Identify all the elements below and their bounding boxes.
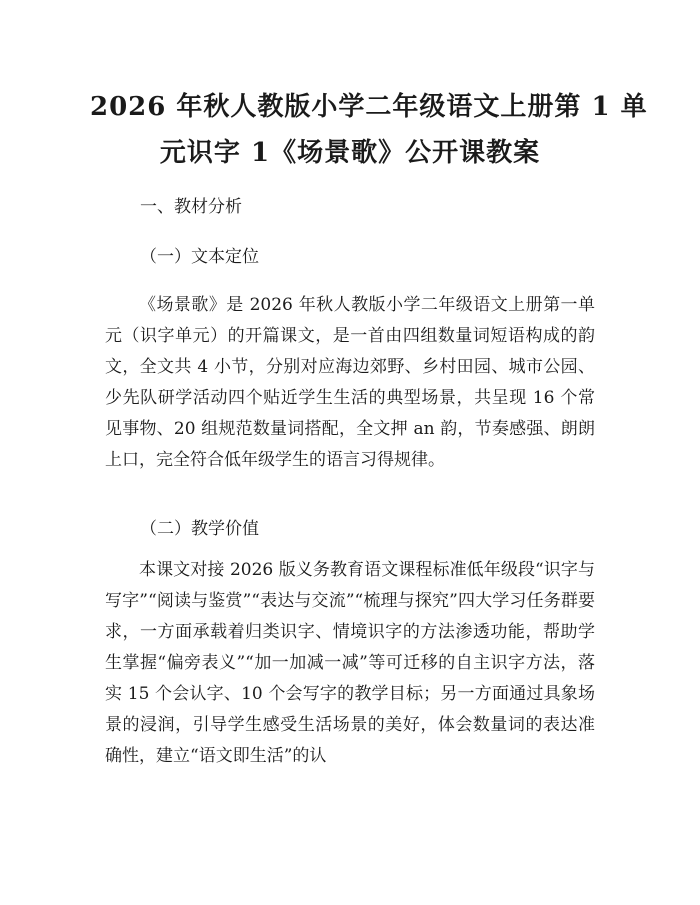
paragraph-text-positioning: 《场景歌》是 2026 年秋人教版小学二年级语文上册第一单元（识字单元）的开篇课文，是一首由四组数量词短语构成的韵文，全文共 4 小节，分别对应海边郊野、乡村田园、城市公园、少先队研学活动四个贴近学生生活的典型场景，共呈现 16 个常见事物、20 组规范数量词搭配，全文押 an 韵，节奏感强、朗朗上口，完全符合低年级学生的语言习得规律。: [105, 295, 595, 470]
subsection-heading-teaching-value: （二）教学价值: [140, 519, 259, 539]
paragraph-teaching-value: 本课文对接 2026 版义务教育语文课程标准低年级段“识字与写字”“阅读与鉴赏”“表达与交流”“梳理与探究”四大学习任务群要求，一方面承载着归类识字、情境识字的方法渗透功能，帮助学生掌握“偏旁表义”“加一加减一减”等可迁移的自主识字方法，落实 15 个会认字、10 个会写字的教学目标；另一方面通过具象场景的浸润，引导学生感受生活场景的美好，体会数量词的表达准确性，建立“语文即生活”的认: [105, 560, 595, 766]
document-title-line-2: 元识字 1《场景歌》公开课教案: [159, 138, 541, 168]
section-heading-textbook-analysis: 一、教材分析: [140, 197, 242, 217]
document-title-line-1: 2026 年秋人教版小学二年级语文上册第 1 单: [90, 92, 648, 122]
subsection-heading-text-positioning: （一）文本定位: [140, 247, 259, 267]
